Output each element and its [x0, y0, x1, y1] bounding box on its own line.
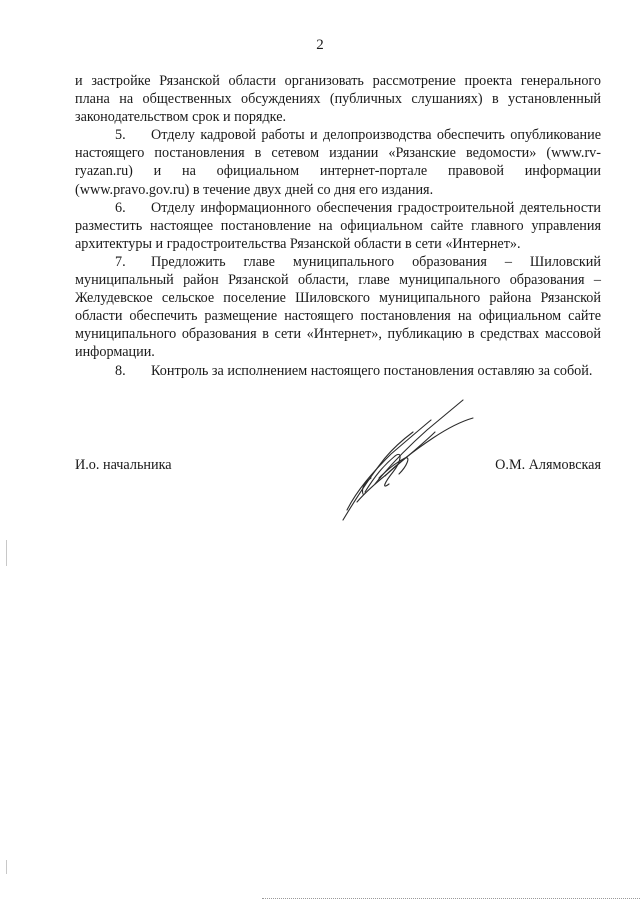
- intro-paragraph: и застройке Рязанской области организовать рассмотрение проекта генерального плана на общественных обсуждениях (публичных слушаниях) в установленный законодательством срок и порядке.: [75, 73, 601, 126]
- paragraph-text: Предложить главе муниципального образования – Шиловский муниципальный район Рязанской области, главе муниципального образования – Желудевское сельское поселение Шиловского муниципального района Рязанской области обеспечить размещение настоящего постановления на официальном сайте муниципального образования в сети «Интернет», публикацию в средствах массовой информации.: [75, 253, 601, 361]
- paragraph-5: [75, 126, 601, 198]
- scan-edge-mark: [6, 540, 7, 566]
- signatory-title: И.о. начальника: [75, 457, 172, 473]
- paragraph-6: [75, 199, 601, 253]
- paragraph-number: 8.: [115, 362, 126, 379]
- paragraph-number: 7.: [115, 253, 126, 270]
- paragraph-text: Контроль за исполнением настоящего постановления оставляю за собой.: [151, 362, 593, 379]
- paragraph-number: 6.: [115, 199, 126, 216]
- bottom-dotted-rule: [262, 898, 640, 899]
- document-body: [75, 72, 601, 380]
- paragraph-7: [75, 253, 601, 362]
- handwritten-signature-icon: [335, 392, 485, 527]
- page-number: 2: [316, 37, 324, 53]
- paragraph-text: Отделу кадровой работы и делопроизводства обеспечить опубликование настоящего постановления в сетевом издании «Рязанские ведомости» (www.rv-ryazan.ru) и на официальном интернет-портале правовой информации (www.pravo.gov.ru) в течение двух дней со дня его издания.: [75, 127, 601, 198]
- paragraph-8: [75, 362, 601, 380]
- paragraph-text: Отделу информационного обеспечения градостроительной деятельности разместить настоящее постановление на официальном сайте главного управления архитектуры и градостроительства Рязанской области в сети «Интернет».: [75, 199, 601, 252]
- paragraph-number: 5.: [115, 127, 126, 144]
- scan-edge-mark: [6, 860, 7, 874]
- signatory-name: О.М. Алямовская: [495, 457, 601, 473]
